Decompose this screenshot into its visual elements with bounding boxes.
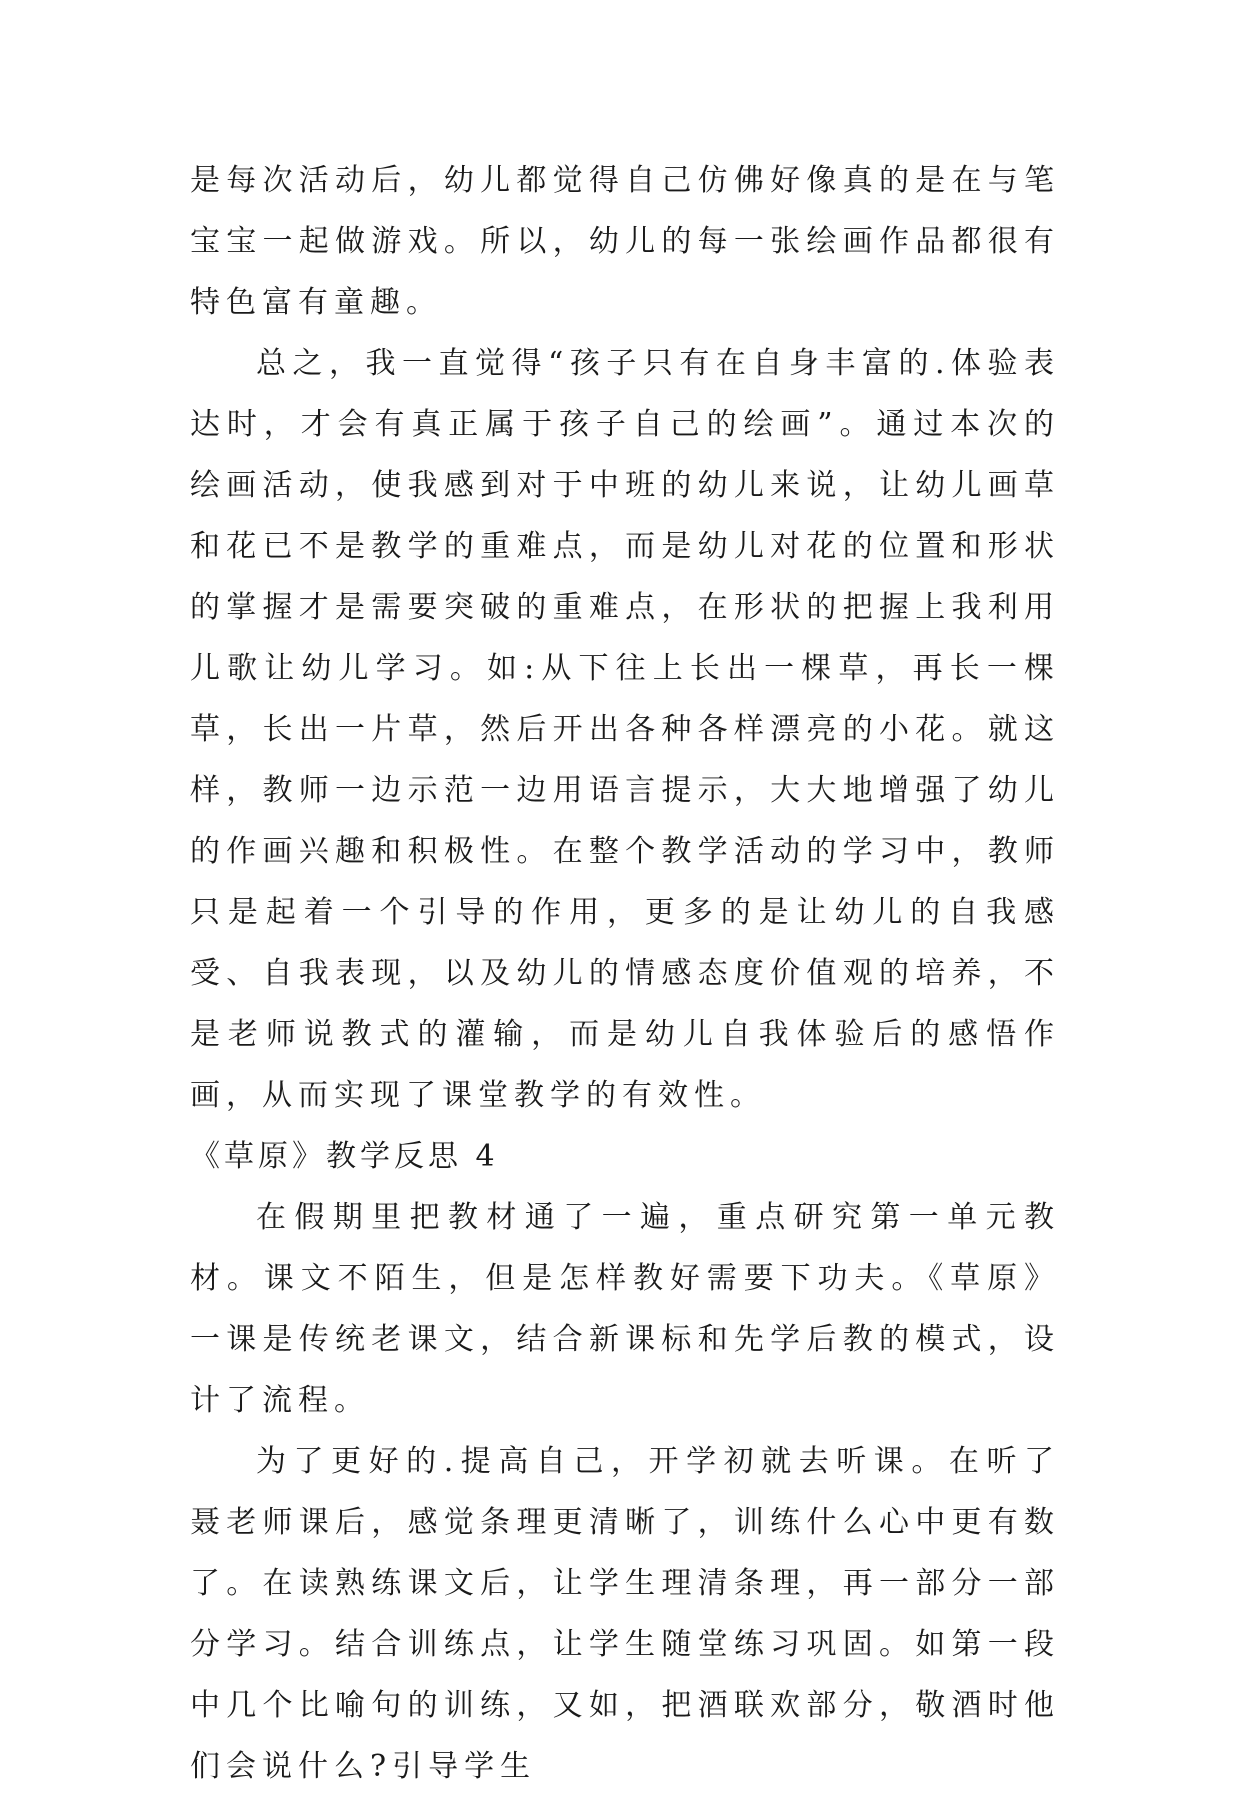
- section-title: 《草原》教学反思 4: [190, 1139, 499, 1174]
- paragraph-2: 总之，我一直觉得“孩子只有在自身丰富的.体验表达时，才会有真正属于孩子自己的绘画”。通过本次的绘画活动，使我感到对于中班的幼儿来说，让幼儿画草和花已不是教学的重难点，而是幼儿对花的位置和形状的掌握才是需要突破的重难点，在形状的把握上我利用儿歌让幼儿学习。如:从下往上长出一棵草，再长一棵草，长出一片草，然后开出各种各样漂亮的小花。就这样，教师一边示范一边用语言提示，大大地增强了幼儿的作画兴趣和积极性。在整个教学活动的学习中，教师只是起着一个引导的作用，更多的是让幼儿的自我感受、自我表现，以及幼儿的情感态度价值观的培养，不是老师说教式的灌输，而是幼儿自我体验后的感悟作画，从而实现了课堂教学的有效性。: [190, 346, 1060, 1113]
- paragraph-3: 在假期里把教材通了一遍，重点研究第一单元教材。课文不陌生，但是怎样教好需要下功夫。《草原》一课是传统老课文，结合新课标和先学后教的模式，设计了流程。: [190, 1200, 1060, 1418]
- paragraph-4: 为了更好的.提高自己，开学初就去听课。在听了聂老师课后，感觉条理更清晰了，训练什么心中更有数了。在读熟练课文后，让学生理清条理，再一部分一部分学习。结合训练点，让学生随堂练习巩固。如第一段中几个比喻句的训练，又如，把酒联欢部分，敬酒时他们会说什么?引导学生: [190, 1444, 1060, 1784]
- paragraph-1: 是每次活动后，幼儿都觉得自己仿佛好像真的是在与笔宝宝一起做游戏。所以，幼儿的每一张绘画作品都很有特色富有童趣。: [190, 163, 1060, 320]
- document-body: [190, 150, 1060, 1797]
